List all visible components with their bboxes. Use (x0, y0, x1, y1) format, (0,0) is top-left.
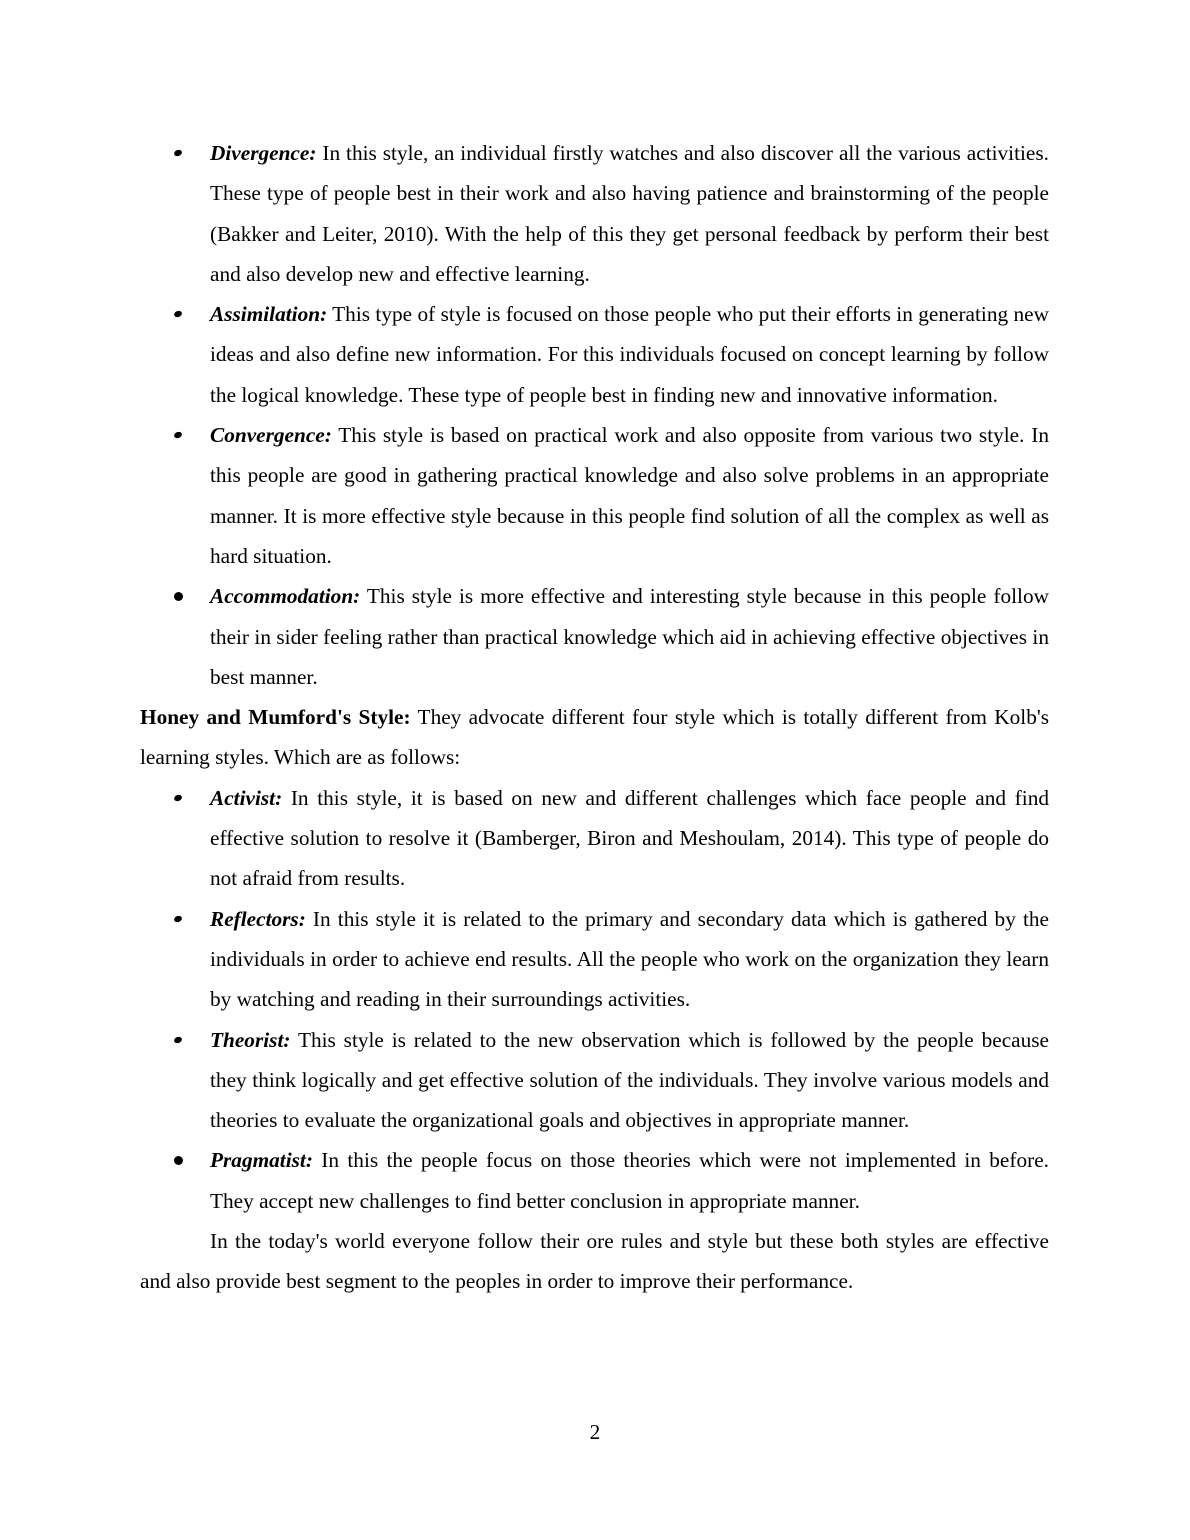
list-item-reflectors (140, 899, 1049, 1020)
text-convergence: This style is based on practical work and also opposite from various two style. In this people are good in gathering practical knowledge and also solve problems in an appropriate manner. It is more effective style because in this people find solution of all the complex as well as hard situation. (210, 423, 1049, 568)
term-activist: Activist: (210, 785, 283, 810)
honey-mumford-heading: Honey and Mumford's Style: (140, 705, 411, 730)
term-theorist: Theorist: (210, 1027, 291, 1052)
term-divergence: Divergence: (210, 141, 317, 165)
kolb-styles-list (140, 133, 1049, 697)
bullet-icon (173, 794, 183, 802)
text-divergence: In this style, an individual firstly watches and also discover all the various activities. These type of people best in their work and also having patience and brainstorming of the people (Bakker and Leiter, 2010). With the help of this they get personal feedback by perform their best and also develop new and effective learning. (210, 141, 1049, 286)
bullet-icon (173, 1035, 183, 1043)
list-item-accommodation (140, 576, 1049, 697)
bullet-icon (173, 310, 183, 318)
bullet-icon (173, 431, 183, 439)
bullet-icon (173, 914, 183, 922)
term-assimilation: Assimilation: (210, 302, 328, 327)
honey-mumford-text: They advocate different four style which is totally different from Kolb's learning styles. Which are as follows: (140, 705, 1049, 770)
text-accommodation: This style is more effective and interesting style because in this people follow their in sider feeling rather than practical knowledge which aid in achieving effective objectives in best manner. (210, 584, 1049, 689)
text-theorist: This style is related to the new observation which is followed by the people because they think logically and get effective solution of the individuals. They involve various models and theories to evaluate the organizational goals and objectives in appropriate manner. (210, 1027, 1049, 1133)
term-pragmatist: Pragmatist: (210, 1148, 313, 1173)
list-item-divergence (140, 133, 1049, 294)
honey-mumford-paragraph (140, 697, 1049, 778)
bullet-icon (174, 592, 183, 601)
conclusion-paragraph: In the today's world everyone follow their ore rules and style but these both styles are effective and also provide best segment to the peoples in order to improve their performance. (140, 1229, 1049, 1294)
term-reflectors: Reflectors: (210, 906, 306, 931)
text-pragmatist: In this the people focus on those theories which were not implemented in before. They accept new challenges to find better conclusion in appropriate manner. (210, 1148, 1049, 1213)
page-number: 2 (589, 1420, 601, 1444)
text-reflectors: In this style it is related to the primary and secondary data which is gathered by the individuals in order to achieve end results. All the people who work on the organization they learn by watching and reading in their surroundings activities. (210, 906, 1049, 1012)
text-activist: In this style, it is based on new and different challenges which face people and find effective solution to resolve it (Bamberger, Biron and Meshoulam, 2014). This type of people do not afraid from results. (210, 785, 1049, 891)
term-convergence: Convergence: (210, 423, 332, 448)
honey-mumford-styles-list (140, 778, 1049, 1221)
text-assimilation: This type of style is focused on those people who put their efforts in generating new ideas and also define new information. For this individuals focused on concept learning by follow the logical knowledge. These type of people best in finding new and innovative information. (210, 302, 1049, 407)
list-item-pragmatist (140, 1140, 1049, 1221)
document-page (140, 133, 1049, 1302)
list-item-theorist (140, 1020, 1049, 1141)
bullet-icon (173, 149, 183, 157)
bullet-icon (174, 1156, 183, 1165)
term-accommodation: Accommodation: (210, 584, 361, 609)
list-item-convergence (140, 415, 1049, 576)
list-item-assimilation (140, 294, 1049, 415)
list-item-activist (140, 778, 1049, 899)
